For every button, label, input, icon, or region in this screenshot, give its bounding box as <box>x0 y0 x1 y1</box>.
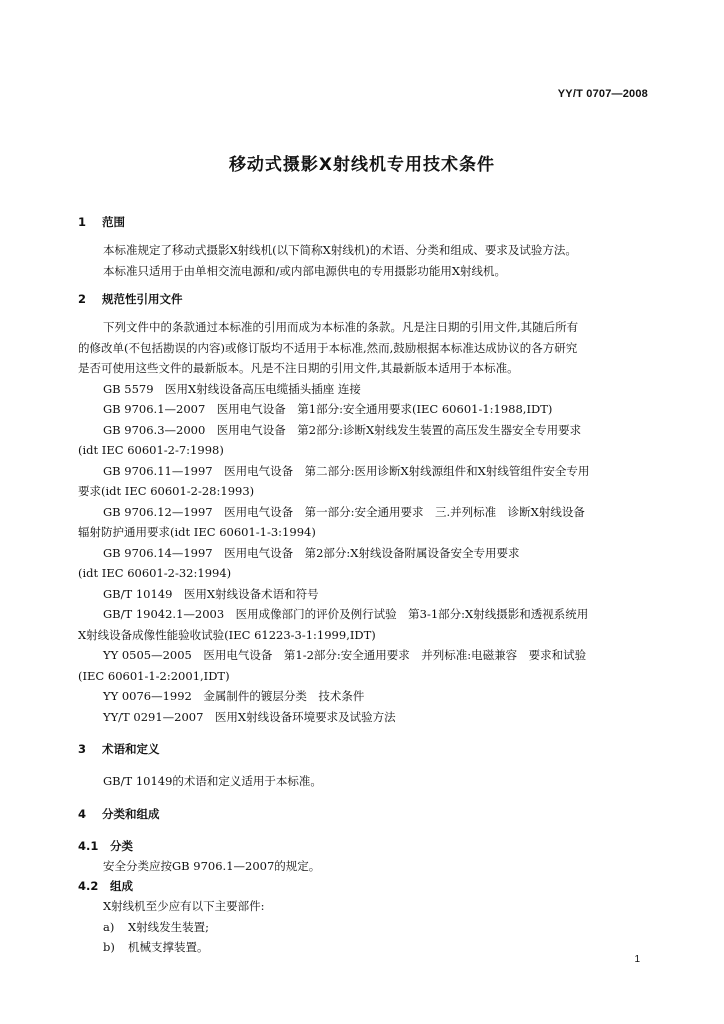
reference-item: GB/T 10149 医用X射线设备术语和符号 <box>103 586 319 601</box>
document-title: 移动式摄影X射线机专用技术条件 <box>228 155 496 175</box>
reference-item: GB 9706.14—1997 医用电气设备 第2部分:X射线设备附属设备安全专用要求 (idt IEC 60601-2-32:1994) <box>78 545 520 580</box>
subsection-title: 组成 <box>110 879 133 893</box>
list-text: 机械支撑装置。 <box>128 940 209 954</box>
reference-item: YY/T 0291—2007 医用X射线设备环境要求及试验方法 <box>103 709 396 724</box>
subsection-4-1-heading <box>78 836 650 856</box>
section-number: 2 <box>78 292 87 306</box>
standard-code: YY/T 0707—2008 <box>557 88 648 100</box>
section-1-heading <box>78 212 650 232</box>
intro-line: 是否可使用这些文件的最新版本。凡是不注日期的引用文件,其最新版本适用于本标准。 <box>78 361 519 375</box>
reference-item: GB 9706.1—2007 医用电气设备 第1部分:安全通用要求(IEC 60601-1:1988,IDT) <box>103 402 553 416</box>
list-item <box>78 917 650 938</box>
section-3-heading <box>78 739 650 759</box>
section-number: 3 <box>78 742 87 756</box>
section-number: 1 <box>78 215 87 229</box>
section-4-heading <box>78 804 650 824</box>
section-title: 术语和定义 <box>102 742 160 756</box>
section-title: 分类和组成 <box>102 806 160 821</box>
normative-references-intro <box>78 317 650 379</box>
subsection-4-2-heading <box>78 876 650 896</box>
subsection-number: 4.1 <box>78 838 99 853</box>
intro-line: 的修改单(不包括勘误的内容)或修订版均不适用于本标准,然而,鼓励根据本标准达成协议的各方研究 <box>78 340 578 355</box>
reference-item: GB 5579 医用X射线设备高压电缆插头插座 连接 <box>103 381 361 396</box>
list-marker: b) <box>103 940 115 954</box>
section-number: 4 <box>78 806 87 821</box>
classification-text: 安全分类应按GB 9706.1—2007的规定。 <box>103 858 321 873</box>
reference-item: GB/T 19042.1—2003 医用成像部门的评价及例行试验 第3-1部分:X射线摄影和透视系统用 X射线设备成像性能验收试验(IEC 61223-3-1:1999,IDT) <box>78 607 589 642</box>
reference-item: GB 9706.12—1997 医用电气设备 第一部分:安全通用要求 三.并列标准 诊断X射线设备 辐射防护通用要求(idt IEC 60601-1-3:1994) <box>78 504 585 539</box>
page-number: 1 <box>634 954 640 965</box>
scope-paragraph: 本标准只适用于由单相交流电源和/或内部电源供电的专用摄影功能用X射线机。 <box>103 263 507 278</box>
list-item <box>78 937 650 958</box>
list-marker: a) <box>103 919 115 934</box>
intro-line: 下列文件中的条款通过本标准的引用而成为本标准的条款。凡是注日期的引用文件,其随后所有 <box>103 320 579 334</box>
reference-item: YY 0076—1992 金属制件的镀层分类 技术条件 <box>103 689 365 703</box>
scope-paragraph: 本标准规定了移动式摄影X射线机(以下简称X射线机)的术语、分类和组成、要求及试验方法。 <box>103 243 577 257</box>
document-body <box>78 212 650 958</box>
reference-item: GB 9706.3—2000 医用电气设备 第2部分:诊断X射线发生装置的高压发生器安全专用要求 (idt IEC 60601-2-7:1998) <box>78 422 582 457</box>
section-title: 规范性引用文件 <box>102 292 183 306</box>
list-text: X射线发生装置; <box>128 919 210 934</box>
terms-paragraph: GB/T 10149的术语和定义适用于本标准。 <box>103 774 322 788</box>
subsection-number: 4.2 <box>78 879 99 893</box>
section-title: 范围 <box>102 215 125 229</box>
section-2-heading <box>78 289 650 309</box>
subsection-title: 分类 <box>110 838 133 853</box>
composition-text: X射线机至少应有以下主要部件: <box>103 899 265 913</box>
reference-item: GB 9706.11—1997 医用电气设备 第二部分:医用诊断X射线源组件和X射线管组件安全专用 要求(idt IEC 60601-2-28:1993) <box>78 463 590 498</box>
reference-item: YY 0505—2005 医用电气设备 第1-2部分:安全通用要求 并列标准:电磁兼容 要求和试验 (IEC 60601-1-2:2001,IDT) <box>78 648 587 683</box>
